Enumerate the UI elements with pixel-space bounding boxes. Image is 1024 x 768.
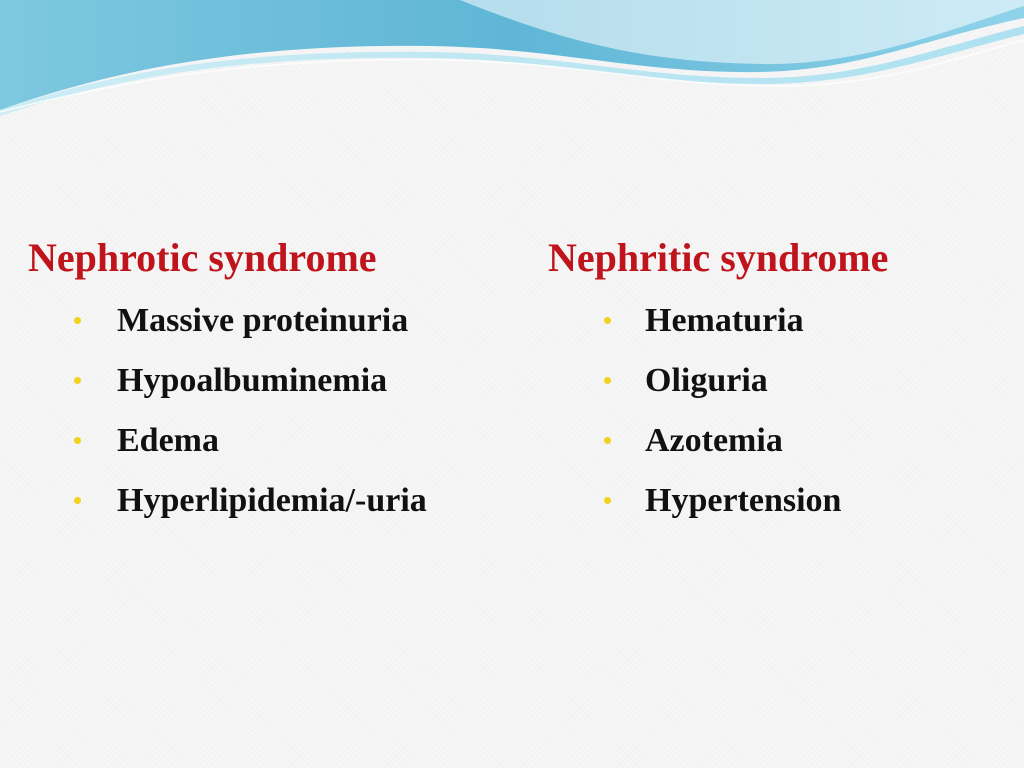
- nephritic-heading: Nephritic syndrome: [548, 235, 889, 280]
- bullet-icon: [604, 377, 611, 384]
- list-item: [28, 364, 498, 424]
- bullet-icon: [604, 497, 611, 504]
- list-item: [548, 424, 998, 484]
- bullet-icon: [604, 317, 611, 324]
- list-item: [548, 484, 998, 544]
- bullet-icon: [74, 377, 81, 384]
- list-item: [548, 364, 998, 424]
- bullet-icon: [74, 437, 81, 444]
- bullet-icon: [74, 317, 81, 324]
- nephritic-column: [548, 232, 998, 544]
- list-item-text: Hypoalbuminemia: [117, 362, 388, 399]
- list-item-text: Hyperlipidemia/-uria: [117, 482, 427, 519]
- list-item: [28, 424, 498, 484]
- nephritic-list: [548, 304, 998, 544]
- bullet-icon: [604, 437, 611, 444]
- list-item: [548, 304, 998, 364]
- header-wave-decoration: [0, 0, 1024, 120]
- list-item-text: Massive proteinuria: [117, 302, 409, 339]
- list-item-text: Oliguria: [645, 362, 768, 399]
- list-item-text: Hematuria: [645, 302, 804, 339]
- nephrotic-heading: Nephrotic syndrome: [28, 235, 377, 280]
- list-item-text: Edema: [117, 422, 219, 459]
- list-item: [28, 484, 498, 544]
- nephrotic-list: [28, 304, 498, 544]
- nephrotic-column: [28, 232, 498, 544]
- bullet-icon: [74, 497, 81, 504]
- list-item: [28, 304, 498, 364]
- list-item-text: Hypertension: [645, 482, 842, 519]
- list-item-text: Azotemia: [645, 422, 783, 459]
